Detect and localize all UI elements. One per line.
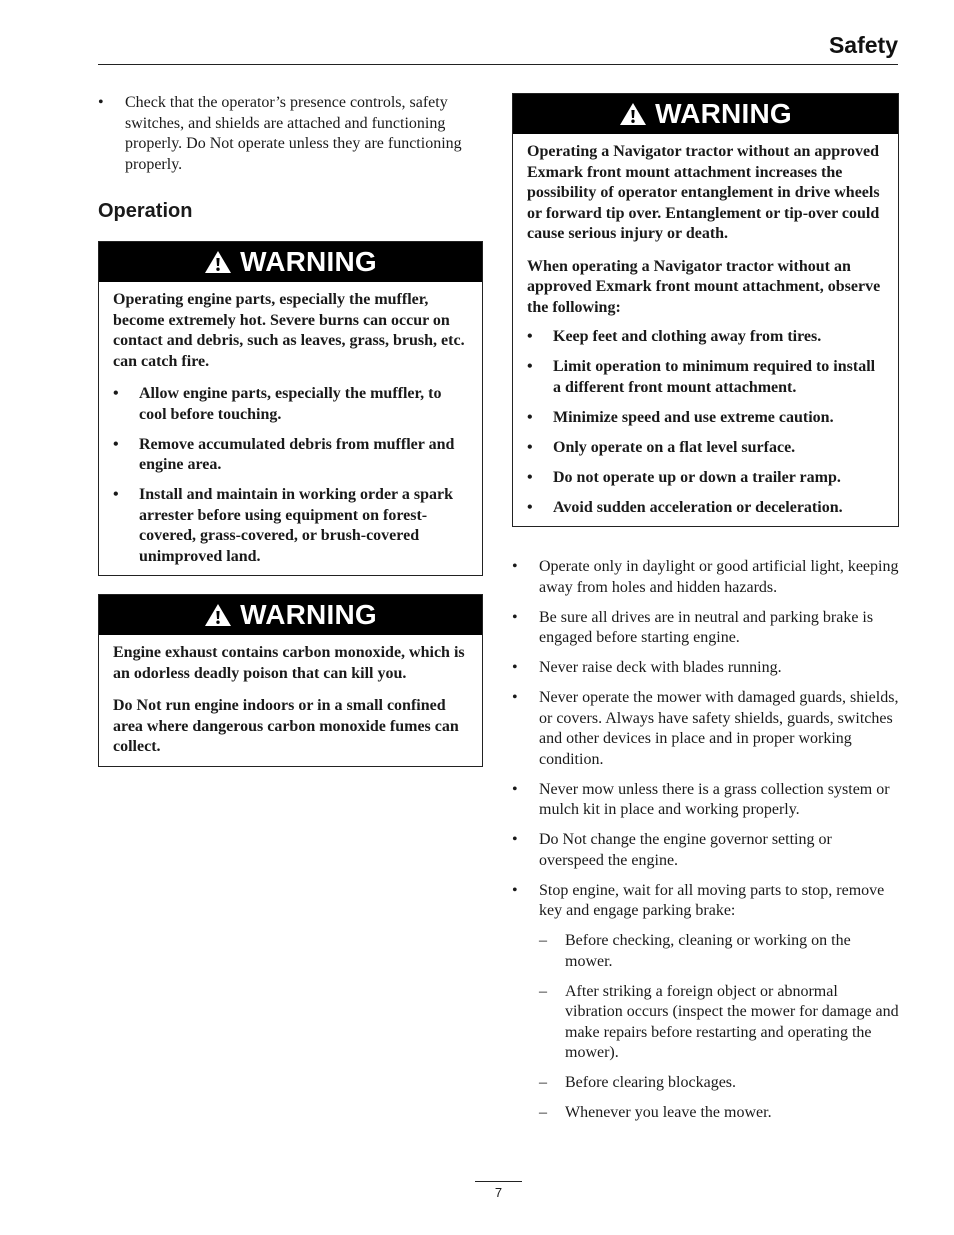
bullet-mark: • bbox=[512, 659, 518, 676]
bullet-text: Operate only in daylight or good artificial light, keeping away from holes and hidden hazards. bbox=[539, 558, 899, 596]
list-item bbox=[512, 688, 899, 770]
dash-mark: – bbox=[539, 1104, 547, 1121]
list-item bbox=[527, 468, 884, 489]
warning-triangle-icon bbox=[204, 603, 232, 627]
warning-triangle-icon bbox=[204, 250, 232, 274]
bullet-mark: • bbox=[512, 689, 518, 706]
warning-bullet-list bbox=[527, 327, 884, 518]
bullet-mark: • bbox=[527, 328, 533, 345]
bullet-mark: • bbox=[512, 831, 518, 848]
bullet-text: Check that the operator’s presence controls, safety switches, and shields are attached and functioning properly. Do Not operate unless they are functioning properly. bbox=[125, 94, 462, 173]
operation-section bbox=[98, 199, 483, 223]
bullet-mark: • bbox=[527, 468, 533, 486]
list-item bbox=[527, 498, 884, 519]
warning-triangle-icon bbox=[619, 102, 647, 126]
warning-title: WARNING bbox=[240, 246, 377, 277]
bullet-text: Stop engine, wait for all moving parts to stop, remove key and engage parking brake: bbox=[539, 881, 885, 919]
bullet-text: Never mow unless there is a grass collection system or mulch kit in place and working properly. bbox=[539, 780, 890, 818]
page-number: 7 bbox=[494, 1185, 503, 1200]
bullet-list bbox=[512, 557, 899, 922]
warning-paragraph: When operating a Navigator tractor without an approved Exmark front mount attachment, observe the following: bbox=[527, 257, 881, 316]
warning-body bbox=[99, 635, 482, 766]
dash-mark: – bbox=[539, 932, 547, 949]
warning-box bbox=[98, 594, 483, 767]
warning-paragraph: Operating a Navigator tractor without an approved Exmark front mount attachment increases the possibility of operator entanglement in drive wheels or forward tip over. Entanglement or tip-over could cause serious injury or death. bbox=[527, 143, 880, 242]
sub-bullet-text: After striking a foreign object or abnormal vibration occurs (inspect the mower for damage and make repairs before restarting and operating the mower). bbox=[565, 982, 899, 1061]
warning-paragraph: Operating engine parts, especially the muffler, become extremely hot. Severe burns can occur on contact and debris, such as leaves, grass, brush, etc. can catch fire. bbox=[113, 291, 465, 370]
list-item bbox=[527, 327, 884, 348]
bullet-mark: • bbox=[512, 881, 518, 899]
list-item bbox=[527, 408, 884, 429]
sub-list-item bbox=[512, 1103, 899, 1124]
list-item bbox=[512, 658, 899, 679]
list-item bbox=[512, 830, 899, 871]
warning-paragraph: Do Not run engine indoors or in a small confined area where dangerous carbon monoxide fumes can collect. bbox=[113, 697, 459, 755]
warning-box bbox=[98, 241, 483, 576]
bullet-text: Minimize speed and use extreme caution. bbox=[553, 408, 834, 426]
bullet-mark: • bbox=[527, 438, 533, 456]
list-item bbox=[527, 438, 884, 459]
intro-bullet-list bbox=[98, 93, 483, 175]
list-item bbox=[512, 780, 899, 821]
bullet-text: Never operate the mower with damaged guards, shields, or covers. Always have safety shields, guards, switches and other devices in place and in proper working condition. bbox=[539, 689, 899, 768]
bullet-text: Keep feet and clothing away from tires. bbox=[553, 328, 822, 345]
list-item bbox=[113, 384, 468, 425]
warning-box-burns bbox=[98, 241, 483, 576]
warning-box-carbon-monoxide bbox=[98, 594, 483, 767]
bullet-text: Limit operation to minimum required to install a different front mount attachment. bbox=[553, 358, 876, 396]
warning-title: WARNING bbox=[240, 599, 377, 630]
warning-header bbox=[513, 94, 898, 134]
warning-header bbox=[99, 242, 482, 282]
dash-mark: – bbox=[539, 1074, 547, 1091]
bullet-mark: • bbox=[98, 94, 104, 111]
list-item bbox=[527, 357, 884, 398]
bullet-mark: • bbox=[512, 608, 518, 626]
list-item bbox=[512, 881, 899, 922]
dash-mark: – bbox=[539, 982, 547, 1000]
list-item bbox=[113, 435, 468, 476]
bullet-mark: • bbox=[113, 385, 119, 402]
bullet-text: Do not operate up or down a trailer ramp. bbox=[553, 468, 841, 486]
header-rule bbox=[98, 64, 898, 65]
list-item bbox=[98, 93, 483, 175]
sub-bullet-text: Before checking, cleaning or working on the mower. bbox=[565, 932, 851, 970]
bullet-text: Only operate on a flat level surface. bbox=[553, 438, 796, 456]
warning-bullet-list bbox=[113, 384, 468, 567]
bullet-text: Remove accumulated debris from muffler and engine area. bbox=[139, 435, 455, 473]
sub-list-item bbox=[512, 982, 899, 1064]
bullet-text: Allow engine parts, especially the muffler, to cool before touching. bbox=[139, 385, 442, 423]
bullet-mark: • bbox=[527, 408, 533, 426]
warning-header bbox=[99, 595, 482, 635]
warning-box bbox=[512, 93, 899, 527]
warning-title: WARNING bbox=[655, 98, 792, 129]
bullet-mark: • bbox=[527, 498, 533, 516]
bullet-mark: • bbox=[113, 486, 119, 503]
sub-bullet-list bbox=[512, 931, 899, 1124]
bullet-mark: • bbox=[527, 358, 533, 375]
footer-rule bbox=[475, 1181, 522, 1182]
bullet-text: Avoid sudden acceleration or deceleration. bbox=[553, 498, 843, 516]
bullet-text: Do Not change the engine governor setting or overspeed the engine. bbox=[539, 831, 832, 869]
bullet-mark: • bbox=[113, 435, 119, 453]
bullet-text: Install and maintain in working order a spark arrester before using equipment on forest-covered, grass-covered, or brush-covered unimproved land. bbox=[139, 486, 453, 565]
section-heading: Operation bbox=[98, 200, 193, 222]
warning-body bbox=[513, 134, 898, 526]
right-bullet-section bbox=[512, 557, 899, 1133]
warning-paragraph: Engine exhaust contains carbon monoxide, which is an odorless deadly poison that can kill you. bbox=[113, 644, 465, 682]
warning-body bbox=[99, 282, 482, 575]
left-column bbox=[98, 93, 483, 185]
section-title: Safety bbox=[828, 32, 898, 58]
sub-bullet-text: Before clearing blockages. bbox=[565, 1074, 737, 1091]
bullet-mark: • bbox=[512, 780, 518, 798]
sub-bullet-text: Whenever you leave the mower. bbox=[565, 1104, 772, 1121]
list-item bbox=[512, 557, 899, 598]
sub-list-item bbox=[512, 1073, 899, 1094]
sub-list-item bbox=[512, 931, 899, 972]
list-item bbox=[512, 608, 899, 649]
bullet-text: Be sure all drives are in neutral and parking brake is engaged before starting engine. bbox=[539, 608, 874, 646]
warning-box-navigator bbox=[512, 93, 899, 527]
bullet-mark: • bbox=[512, 558, 518, 575]
bullet-text: Never raise deck with blades running. bbox=[539, 659, 782, 676]
list-item bbox=[113, 485, 468, 567]
